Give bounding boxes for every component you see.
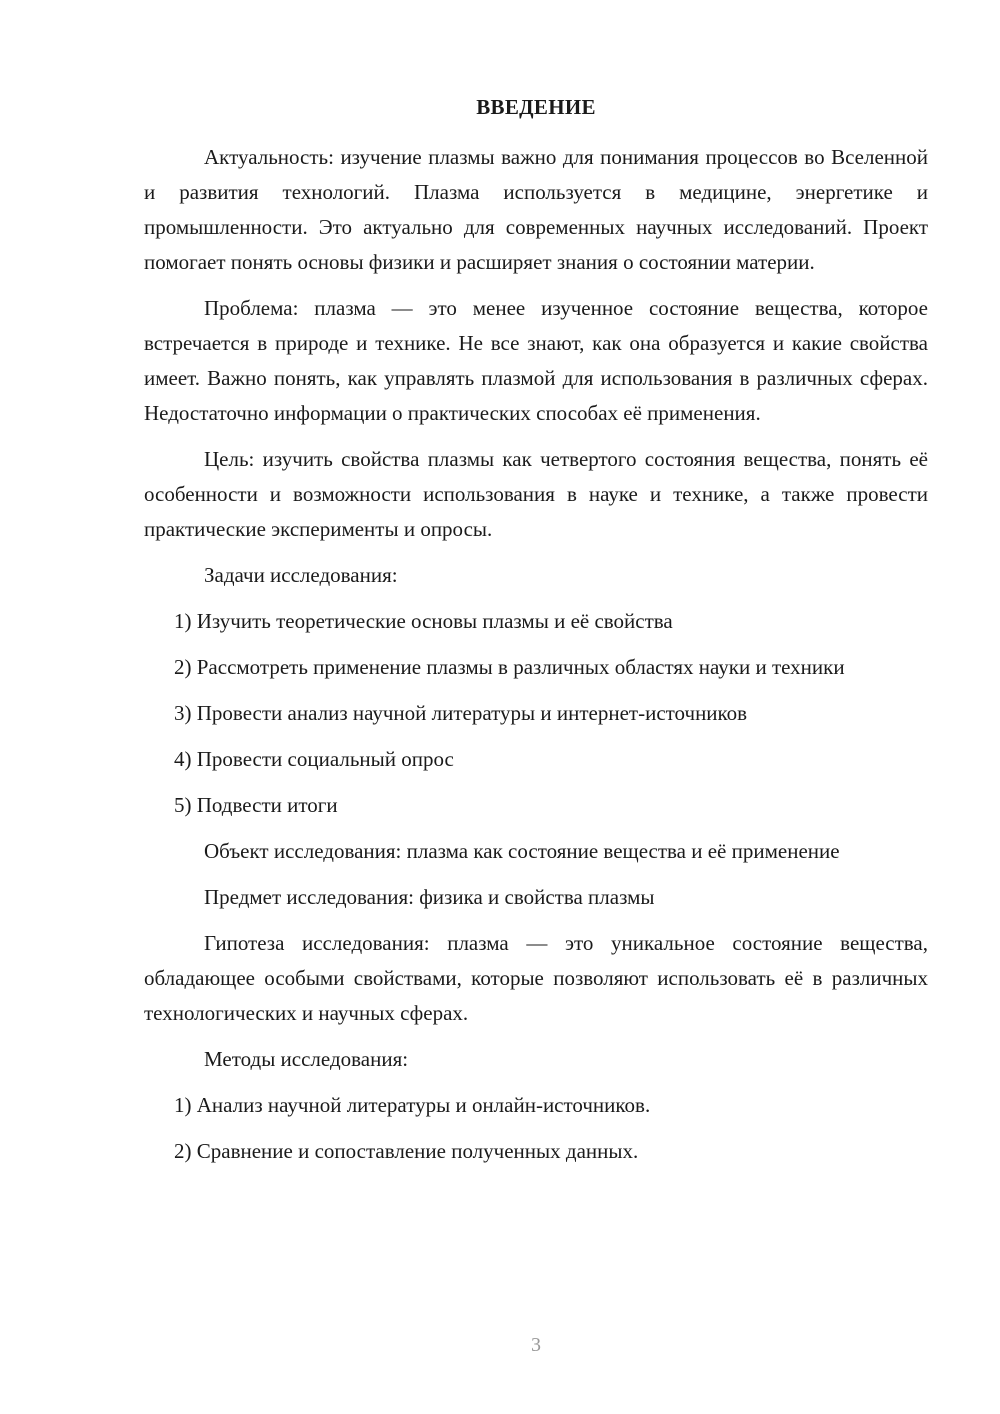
problem-paragraph: Проблема: плазма — это менее изученное состояние вещества, которое встречается в природе и технике. Не все знают, как она образуется и какие свойства имеет. Важно понять, как управлять плазмой для использования в различных сферах. Недостаточно информации о практических способах её применения.: [144, 296, 928, 425]
methods-heading: Методы исследования:: [204, 1047, 409, 1071]
task-item: 3) Провести анализ научной литературы и интернет-источников: [174, 701, 748, 725]
task-item: 2) Рассмотреть применение плазмы в различных областях науки и техники: [174, 655, 845, 679]
page-number: 3: [531, 1334, 541, 1356]
task-item: 1) Изучить теоретические основы плазмы и её свойства: [174, 609, 673, 633]
relevance-paragraph: Актуальность: изучение плазмы важно для понимания процессов во Вселенной и развития технологий. Плазма используется в медицине, энергетике и промышленности. Это актуально для современных научных исследований. Проект помогает понять основы физики и расширяет знания о состоянии материи.: [144, 145, 928, 274]
task-item: 4) Провести социальный опрос: [174, 747, 454, 771]
method-item: 1) Анализ научной литературы и онлайн-источников.: [174, 1093, 651, 1117]
object-paragraph: Объект исследования: плазма как состояние вещества и её применение: [204, 839, 840, 863]
tasks-heading: Задачи исследования:: [204, 563, 398, 587]
document-page: [144, 95, 928, 1180]
goal-paragraph: Цель: изучить свойства плазмы как четвертого состояния вещества, понять её особенности и возможности использования в науке и технике, а также провести практические эксперименты и опросы.: [144, 447, 928, 541]
subject-paragraph: Предмет исследования: физика и свойства плазмы: [204, 885, 655, 909]
task-item: 5) Подвести итоги: [174, 793, 338, 817]
method-item: 2) Сравнение и сопоставление полученных данных.: [174, 1139, 639, 1163]
hypothesis-paragraph: Гипотеза исследования: плазма — это уникальное состояние вещества, обладающее особыми свойствами, которые позволяют использовать её в различных технологических и научных сферах.: [144, 931, 928, 1025]
page-title: ВВЕДЕНИЕ: [476, 95, 596, 119]
